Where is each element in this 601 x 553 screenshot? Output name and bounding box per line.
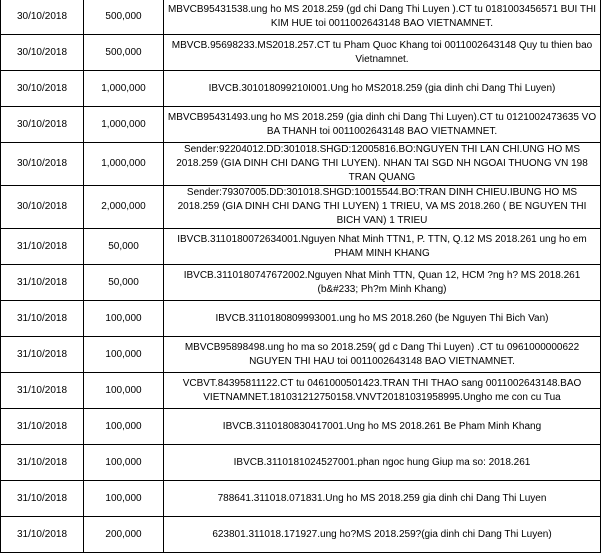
date-cell: 30/10/2018	[1, 0, 84, 35]
amount-cell: 100,000	[84, 409, 164, 445]
table-row	[1, 0, 601, 35]
date-cell: 30/10/2018	[1, 35, 84, 71]
date-cell: 30/10/2018	[1, 186, 84, 229]
date-cell: 31/10/2018	[1, 445, 84, 481]
date-cell: 31/10/2018	[1, 229, 84, 265]
table-row	[1, 107, 601, 143]
table-row	[1, 445, 601, 481]
description-cell: IBVCB.3110181024527001.phan ngoc hung Giup ma so: 2018.261	[164, 445, 601, 481]
date-cell: 30/10/2018	[1, 107, 84, 143]
table-row	[1, 143, 601, 186]
date-cell: 31/10/2018	[1, 409, 84, 445]
amount-cell: 1,000,000	[84, 107, 164, 143]
table-row	[1, 265, 601, 301]
description-cell: Sender:79307005.DD:301018.SHGD:10015544.BO:TRAN DINH CHIEU.IBUNG HO MS 2018.259 (GIA DINH CHI DANG THI LUYEN) 1 TRIEU, VA MS 2018.260 ( BE NGUYEN THI BICH VAN) 1 TRIEU	[164, 186, 601, 229]
description-cell: VCBVT.84395811122.CT tu 0461000501423.TRAN THI THAO sang 0011002643148.BAO VIETNAMNET.181031212750158.VNVT20181031958995.Ungho me con cu Tua	[164, 373, 601, 409]
amount-cell: 1,000,000	[84, 143, 164, 186]
amount-cell: 500,000	[84, 0, 164, 35]
description-cell: Sender:92204012.DD:301018.SHGD:12005816.BO:NGUYEN THI LAN CHI.UNG HO MS 2018.259 (GIA DINH CHI DANG THI LUYEN). NHAN TAI SGD NH NGOAI THUONG VN 198 TRAN QUANG	[164, 143, 601, 186]
table-row	[1, 35, 601, 71]
table-row	[1, 71, 601, 107]
amount-cell: 1,000,000	[84, 71, 164, 107]
amount-cell: 50,000	[84, 265, 164, 301]
table-row	[1, 409, 601, 445]
date-cell: 30/10/2018	[1, 143, 84, 186]
description-cell: IBVCB.301018099210I001.Ung ho MS2018.259 (gia dinh chi Dang Thi Luyen)	[164, 71, 601, 107]
description-cell: IBVCB.3110180072634001.Nguyen Nhat Minh TTN1, P. TTN, Q.12 MS 2018.261 ung ho em PHAM MINH KHANG	[164, 229, 601, 265]
amount-cell: 500,000	[84, 35, 164, 71]
description-cell: MBVCB95898498.ung ho ma so 2018.259( gd c Dang Thi Luyen) .CT tu 0961000000622 NGUYEN THI HAU toi 0011002643148 BAO VIETNAMNET.	[164, 337, 601, 373]
date-cell: 31/10/2018	[1, 301, 84, 337]
description-cell: IBVCB.3110180747672002.Nguyen Nhat Minh TTN, Quan 12, HCM ?ng h? MS 2018.261 (b&#233; Ph?m Minh Khang)	[164, 265, 601, 301]
table-row	[1, 373, 601, 409]
table-row	[1, 229, 601, 265]
description-cell: MBVCB95431538.ung ho MS 2018.259 (gd chi Dang Thi Luyen ).CT tu 0181003456571 BUI THI KIM HUE toi 0011002643148 BAO VIETNAMNET.	[164, 0, 601, 35]
table-row	[1, 337, 601, 373]
date-cell: 31/10/2018	[1, 265, 84, 301]
date-cell: 31/10/2018	[1, 517, 84, 553]
amount-cell: 50,000	[84, 229, 164, 265]
amount-cell: 100,000	[84, 301, 164, 337]
table-row	[1, 186, 601, 229]
description-cell: 623801.311018.171927.ung ho?MS 2018.259?(gia dinh chi Dang Thi Luyen)	[164, 517, 601, 553]
table-row	[1, 301, 601, 337]
description-cell: IBVCB.3110180830417001.Ung ho MS 2018.261 Be Pham Minh Khang	[164, 409, 601, 445]
table-row	[1, 517, 601, 553]
description-cell: MBVCB.95698233.MS2018.257.CT tu Pham Quoc Khang toi 0011002643148 Quy tu thien bao Vietnamnet.	[164, 35, 601, 71]
date-cell: 31/10/2018	[1, 337, 84, 373]
date-cell: 31/10/2018	[1, 373, 84, 409]
amount-cell: 200,000	[84, 517, 164, 553]
date-cell: 30/10/2018	[1, 71, 84, 107]
description-cell: 788641.311018.071831.Ung ho MS 2018.259 gia dinh chi Dang Thi Luyen	[164, 481, 601, 517]
amount-cell: 2,000,000	[84, 186, 164, 229]
amount-cell: 100,000	[84, 481, 164, 517]
table-body	[1, 0, 601, 553]
date-cell: 31/10/2018	[1, 481, 84, 517]
amount-cell: 100,000	[84, 445, 164, 481]
amount-cell: 100,000	[84, 337, 164, 373]
description-cell: IBVCB.3110180809993001.ung ho MS 2018.260 (be Nguyen Thi Bich Van)	[164, 301, 601, 337]
description-cell: MBVCB95431493.ung ho MS 2018.259 (gia dinh chi Dang Thi Luyen).CT tu 0121002473635 VO BA THANH toi 0011002643148 BAO VIETNAMNET.	[164, 107, 601, 143]
amount-cell: 100,000	[84, 373, 164, 409]
table-row	[1, 481, 601, 517]
